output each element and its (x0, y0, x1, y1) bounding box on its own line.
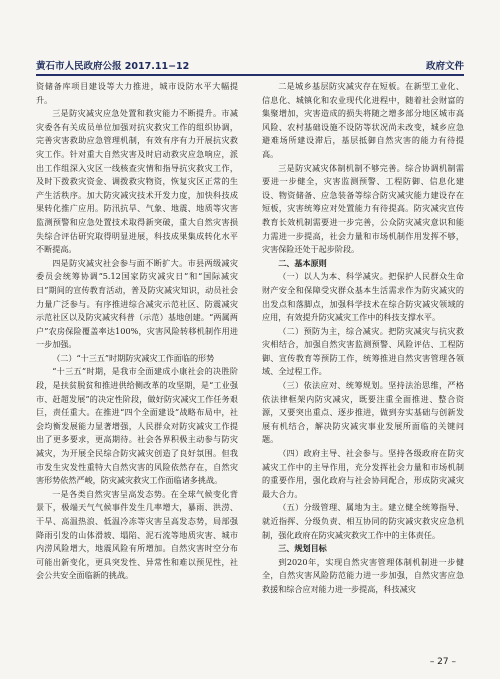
section-heading: 三、规划目标 (278, 543, 327, 554)
paragraph: （四）政府主导、社会参与。坚持各级政府在防灾减灾工作中的主导作用，充分发挥社会力量和市场机制的重要作用，强化政府与社会协同配合，形成防灾减灾最大合力。 (262, 448, 464, 499)
paragraph: “十三五”时期，是我市全面建成小康社会的决胜阶段，是扶贫脱贫和推进供给侧改革的攻坚期，是“工业强市、赶超发展”的决定性阶段，做好防灾减灾工作任务艰巨，责任重大。在推进“四个全面建设”战略布局中，社会均衡发展能力显著增强，人民群众对防灾减灾工作提出了更多要求，更高期待。社会各界积极主动参与防灾减灾，为开展全民综合防灾减灾创造了良好氛围。但我市发生灾发性重特大自然灾害的风险依然存在，自然灾害形势依然严峻，防灾减灾救灾工作面临诸多挑战。 (36, 366, 238, 486)
paragraph: （二）预防为主，综合减灾。把防灾减灾与抗灾救灾相结合，加强自然灾害监测预警、风险评估、工程防御、宣传教育等预防工作，统筹推进自然灾害管理各领域、全过程工作。 (262, 325, 464, 377)
paragraph: （三）依法应对、统筹规划。坚持法治思维，严格依法律框架内防灾减灾，既要注重全面推进、整合资源，又要突出重点、逐步推进，做到夯实基础与创新发展有机结合，解决防灾减灾事业发展所面临的关键问题。 (262, 380, 464, 445)
publication-title: 黄石市人民政府公报 2017.11−12 (36, 61, 190, 72)
paragraph: 四是防灾减灾社会参与面不断扩大。市县两级减灾委员会统筹协调“5.12国家防灾减灾日”和“国际减灾日”期间的宣传教育活动，普及防灾减灾知识，动员社会力量广泛参与。有序推进综合减灾示范社区、防震减灾示范社区以及防灾减灾科普（示范）基地创建。“两属两户”农房保险覆盖率达100%，灾害风险转移机制作用进一步加强。 (36, 257, 238, 350)
page-number: – 27 – (429, 657, 456, 667)
left-column (36, 80, 238, 583)
paragraph: 到2020年，实现自然灾害管理体制机制进一步健全，自然灾害风险防范能力进一步加强，自然灾害应急救援和综合应对能力进一步提高，科技减灾 (262, 556, 464, 594)
paragraph: 资储备库项目建设等大力推进，城市设防水平大幅提升。 (36, 81, 238, 105)
paragraph: 一是各类自然灾害呈高发态势。在全球气候变化背景下，极端天气气候事件发生几率增大，暴雨、洪涝、干旱、高温热浪、低温冷冻等灾害呈高发态势，局部强降雨引发的山体滑坡、塌陷、泥石流等地质灾害、城市内涝风险增大，地震风险有所增加。自然灾害时空分布可能出新变化，更具突发性、异常性和难以预见性，社会公共安全面临新的挑战。 (36, 488, 238, 581)
right-column (262, 80, 464, 597)
paragraph: 三是防灾减灾应急处置和救灾能力不断提升。市减灾委各有关成员单位加强对抗灾救灾工作的组织协调，完善灾害救助应急管理机制，有效有序有力开展抗灾救灾工作。针对重大自然灾害及时启动救灾应急响应，派出工作组深入灾区一线核查灾情和指导抗灾救灾工作，及时下拨救灾资金、调拨救灾物资，恢复灾区正常的生产生活秩序。加大防灾减灾技术开发力度，加快科技成果转化推广应用。防汛抗旱、气象、地震、地质等灾害监测预警和应急处置技术取得新突破，重大自然灾害损失综合评估研究取得明显进展，科技成果集成转化水平不断提高。 (36, 108, 238, 255)
header-rule (36, 74, 464, 76)
section-label: 政府文件 (425, 61, 464, 72)
page-header (36, 58, 464, 74)
paragraph: 三是防灾减灾体制机制不够完善。综合协调机制需要进一步健全，灾害监测预警、工程防御、信息化建设、物资储备、应急装备等综合防灾减灾能力建设存在短板，灾害统筹应对处置能力有待提高。防灾减灾宣传教育长效机制需要进一步完善，公众防灾减灾意识和能力需进一步提高，社会力量和市场机制作用发挥不够，灾害保险还处于起步阶段。 (262, 162, 464, 255)
paragraph: （五）分级管理、属地为主。建立健全统筹指导、就近指挥、分级负责、相互协同的防灾减灾救灾应急机制，强化政府在防灾减灾救灾工作中的主体责任。 (262, 502, 464, 540)
paragraph: 二是城乡基层防灾减灾存在短板。在新型工业化、信息化、城镇化和农业现代化进程中，随着社会财富的集聚增加，灾害造成的损失将随之增多部分地区城市高风险、农村基础设施不设防等状况尚未改变，城乡应急避难场所建设滞后，基层抵御自然灾害的能力有待提高。 (262, 81, 464, 159)
subsection-heading: （二）“十三五”时期防灾减灾工作面临的形势 (52, 352, 215, 363)
paragraph: （一）以人为本、科学减灾。把保护人民群众生命财产安全和保障受灾群众基本生活需求作为防灾减灾的出发点和落脚点，加强科学技术在综合防灾减灾领域的应用，有效提升防灾减灾工作中的科技支撑水平。 (262, 271, 464, 323)
section-heading: 二、基本原则 (278, 257, 327, 268)
